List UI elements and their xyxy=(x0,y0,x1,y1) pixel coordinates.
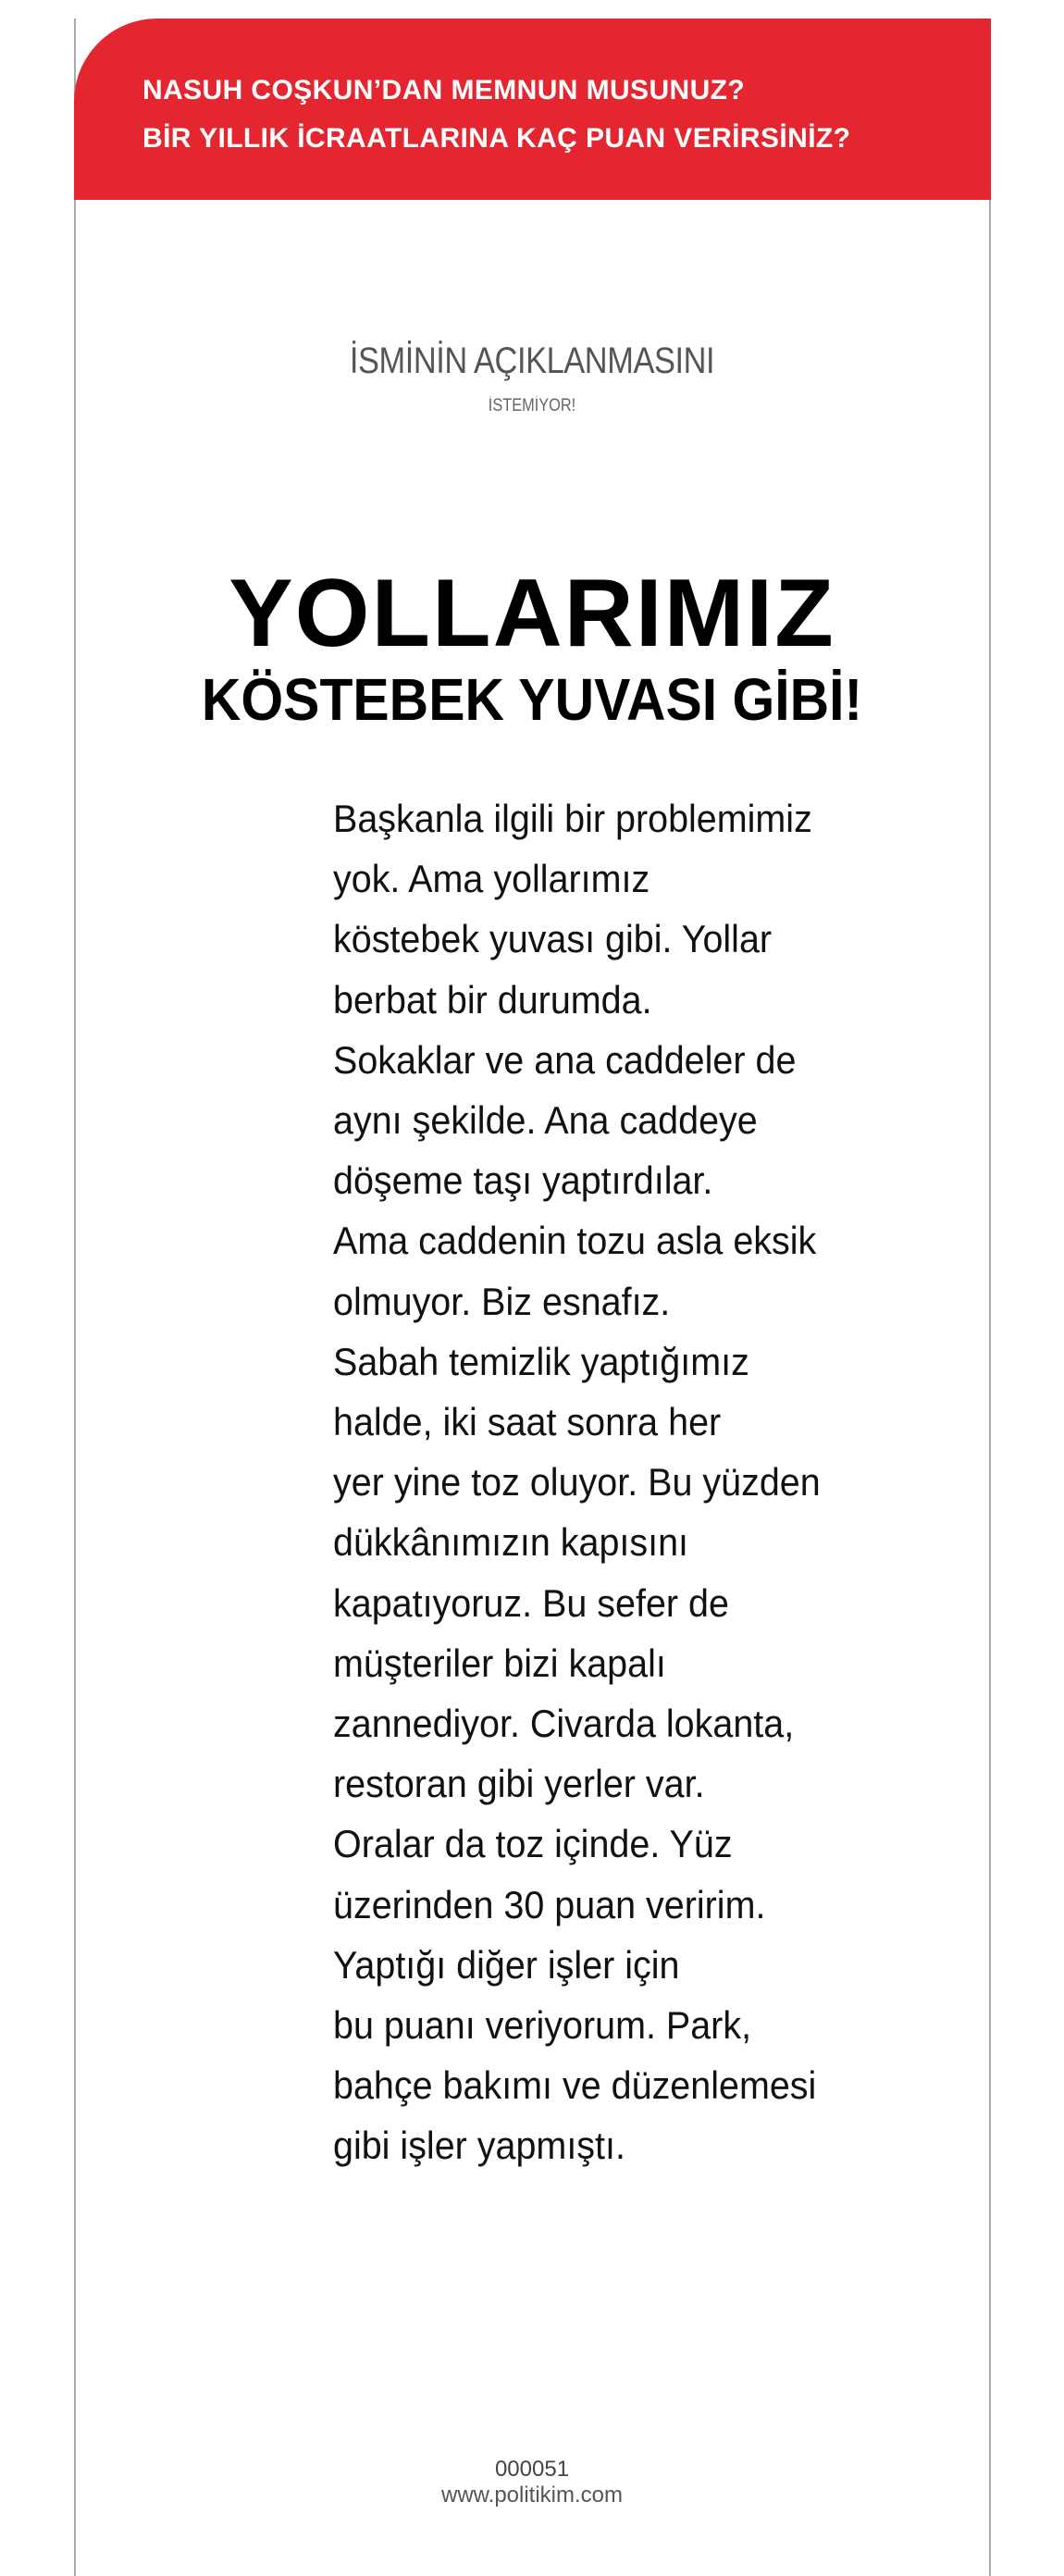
quote-line: kapatıyoruz. Bu sefer de xyxy=(333,1580,729,1625)
quote-line: bahçe bakımı ve düzenlemesi xyxy=(333,2063,817,2108)
quote-line: halde, iki saat sonra her xyxy=(333,1400,722,1444)
banner-question-line-2: BİR YILLIK İCRAATLARINA KAÇ PUAN VERİRSİNİZ? xyxy=(142,123,851,154)
banner-question-line-1: NASUH COŞKUN’DAN MEMNUN MUSUNUZ? xyxy=(142,75,746,105)
quote-line: döşeme taşı yaptırdılar. xyxy=(333,1158,713,1203)
quote-line: gibi işler yapmıştı. xyxy=(333,2124,625,2168)
quote-line: yok. Ama yollarımız xyxy=(333,857,650,901)
quote-line: Oralar da toz içinde. Yüz xyxy=(333,1822,733,1866)
quote-line: olmuyor. Biz esnafız. xyxy=(333,1279,671,1323)
quote-line: Sokaklar ve ana caddeler de xyxy=(333,1037,797,1082)
quote-line: restoran gibi yerler var. xyxy=(333,1762,705,1806)
respondent-name: İSMİNİN AÇIKLANMASINI xyxy=(349,341,715,381)
quote-line: dükkânımızın kapısını xyxy=(333,1520,689,1565)
quote-line: Ama caddenin tozu asla eksik xyxy=(333,1219,817,1263)
quote-line: zannediyor. Civarda lokanta, xyxy=(333,1702,795,1746)
quote-line: yer yine toz oluyor. Bu yüzden xyxy=(333,1460,821,1505)
headline-secondary: KÖSTEBEK YUVASI GİBİ! xyxy=(201,666,863,733)
footer-url[interactable]: www.politikim.com xyxy=(440,2483,624,2508)
question-banner xyxy=(74,19,991,200)
quote-body xyxy=(333,788,851,2176)
quote-line: üzerinden 30 puan veririm. xyxy=(333,1882,766,1926)
quote-line: aynı şekilde. Ana caddeye xyxy=(333,1098,758,1143)
quote-line: Sabah temizlik yaptığımız xyxy=(333,1339,749,1383)
headline-main: YOLLARIMIZ xyxy=(229,560,835,667)
quote-line: köstebek yuvası gibi. Yollar xyxy=(333,917,773,961)
quote-line: bu puanı veriyorum. Park, xyxy=(333,2003,752,2048)
respondent-subtitle: İSTEMİYOR! xyxy=(488,396,576,415)
quote-line: Başkanla ilgili bir problemimiz xyxy=(333,797,812,840)
quote-line: berbat bir durumda. xyxy=(333,977,652,1022)
quote-line: müşteriler bizi kapalı xyxy=(333,1641,666,1685)
footer-code: 000051 xyxy=(494,2457,570,2482)
quote-line: Yaptığı diğer işler için xyxy=(333,1942,680,1987)
